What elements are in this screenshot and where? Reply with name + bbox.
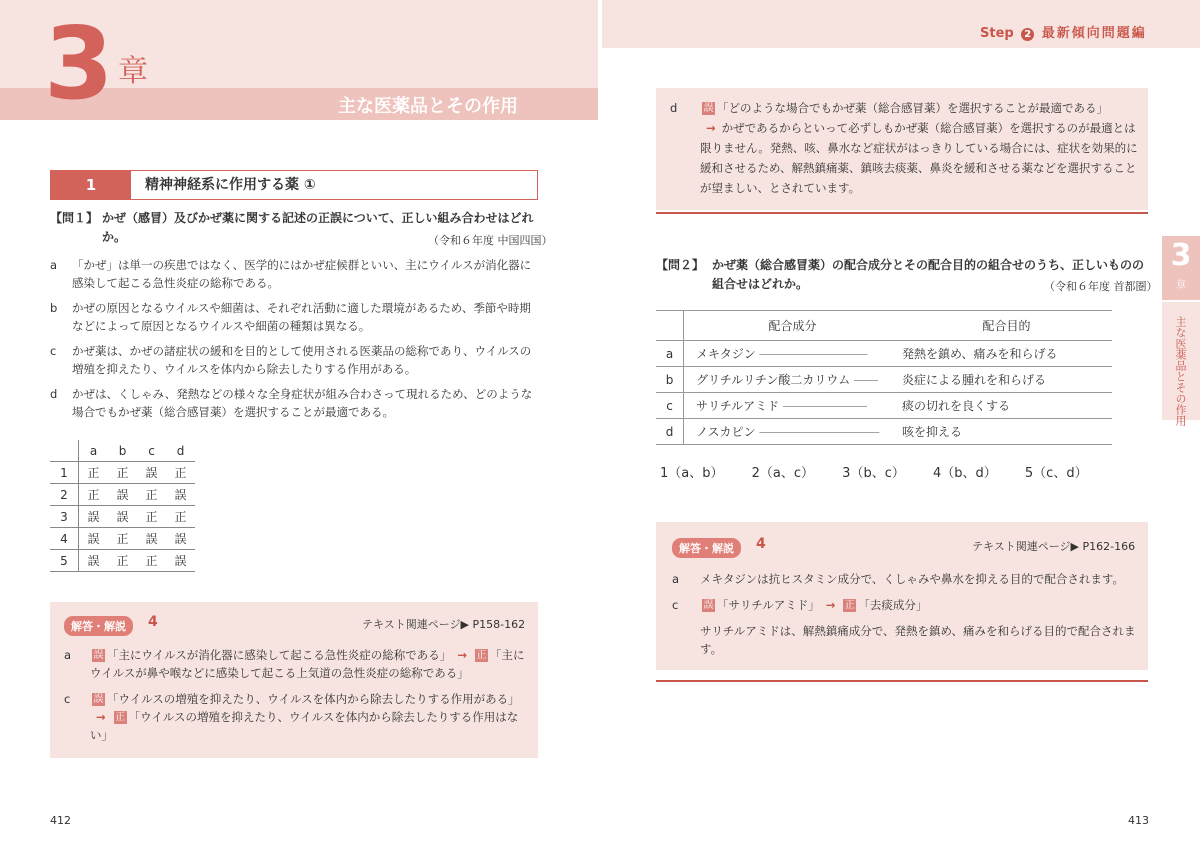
table-cell: 誤 xyxy=(137,528,166,550)
explanation-letter: a xyxy=(64,648,72,662)
reference-pages: テキスト関連ページ▶ P158-162 xyxy=(362,618,526,631)
choice-3: 3（b、c） xyxy=(842,466,905,481)
answer-label: 解答・解説 xyxy=(64,616,133,636)
choice-2: 2（a、c） xyxy=(751,466,815,481)
table-cell: 正 xyxy=(166,506,195,528)
right-text: 「ウイルスの増殖を抑えたり、ウイルスを体内から除去したりする作用はない」 xyxy=(90,710,519,742)
divider xyxy=(656,212,1148,214)
section-number: 1 xyxy=(51,171,131,199)
side-tab xyxy=(1162,236,1200,300)
statement-c xyxy=(50,342,540,378)
statement-a xyxy=(50,256,540,292)
table-cell: 正 xyxy=(137,506,166,528)
row-letter: a xyxy=(656,341,684,367)
combination-table xyxy=(656,310,1112,445)
section-title: 精神神経系に作用する薬 ① xyxy=(145,177,316,193)
table-cell: 誤 xyxy=(79,550,109,572)
table-cell: 正 xyxy=(108,550,137,572)
arrow-icon: → xyxy=(457,648,467,662)
table-cell: 誤 xyxy=(166,484,195,506)
table-row: c サリチルアミド ――――――― 痰の切れを良くする xyxy=(656,393,1112,419)
table-cell: 正 xyxy=(108,462,137,484)
row-number: 5 xyxy=(50,550,79,572)
row-letter: c xyxy=(656,393,684,419)
explanation-a xyxy=(64,646,526,682)
explanation-text: メキタジンは抗ヒスタミン成分で、くしゃみや鼻水を抑える目的で配合されます。 xyxy=(700,572,1124,586)
matrix-header: b xyxy=(118,443,127,458)
row-number: 2 xyxy=(50,484,79,506)
page-number-right: 413 xyxy=(1128,814,1149,827)
correction-text: かぜであるからといって必ずしもかぜ薬（総合感冒薬）を選択するのが最適とは限りません。発熱、咳、鼻水など症状がはっきりしている場合には、症状を効果的に緩和させるため、解熱鎮痛薬、鎮咳去痰薬、鼻炎を緩和させる薬などを選択することが望ましい、とされています。 xyxy=(700,121,1138,195)
arrow-icon: → xyxy=(706,121,716,135)
statement-letter: b xyxy=(50,301,58,315)
statement-text: かぜ薬は、かぜの諸症状の緩和を目的として使用される医薬品の総称であり、ウイルスの増殖を抑えたり、ウイルスを体内から除去したりする作用がある。 xyxy=(72,344,532,376)
continued-d xyxy=(670,98,1142,198)
table-cell: 誤 xyxy=(166,528,195,550)
answer-label: 解答・解説 xyxy=(672,538,741,558)
wrong-mark-icon: 誤 xyxy=(93,694,104,705)
table-cell: 正 xyxy=(79,484,109,506)
table-cell: 誤 xyxy=(79,528,109,550)
arrow-icon: → xyxy=(96,710,106,724)
answer-number: 4 xyxy=(756,536,766,552)
col-purpose: 配合目的 xyxy=(901,311,1112,341)
statement-text: 「かぜ」は単一の疾患ではなく、医学的にはかぜ症候群といい、主にウイルスが消化器に感染して起こる急性炎症の総称である。 xyxy=(72,258,532,290)
table-cell: 誤 xyxy=(79,506,109,528)
choices xyxy=(660,462,1088,481)
purpose: 咳を抑える xyxy=(901,419,1112,445)
section-heading xyxy=(50,170,538,200)
row-letter: d xyxy=(656,419,684,445)
row-letter: b xyxy=(656,367,684,393)
divider xyxy=(656,680,1148,682)
explanation-c xyxy=(64,690,526,744)
table-row: b グリチルリチン酸二カリウム ―― 炎症による腫れを和らげる xyxy=(656,367,1112,393)
right-mark-icon: 正 xyxy=(115,712,126,723)
table-cell: 正 xyxy=(108,528,137,550)
question-text: かぜ薬（総合感冒薬）の配合成分とその配合目的の組合せのうち、正しいものの組合せはどれか。 xyxy=(712,258,1145,291)
statement-letter: d xyxy=(50,387,58,401)
continued-box xyxy=(656,88,1148,210)
step-header xyxy=(980,22,1147,41)
table-cell: 正 xyxy=(79,462,109,484)
question-label: 【問２】 xyxy=(656,258,705,272)
table-cell: 誤 xyxy=(108,506,137,528)
wrong-text: 「どのような場合でもかぜ薬（総合感冒薬）を選択することが最適である」 xyxy=(717,101,1108,115)
side-tab-title: 主な医薬品とその作用 xyxy=(1174,316,1187,426)
purpose: 炎症による腫れを和らげる xyxy=(901,367,1112,393)
choice-1: 1（a、b） xyxy=(660,466,724,481)
chapter-number: 3 xyxy=(44,5,114,122)
wrong-mark-icon: 誤 xyxy=(93,650,104,661)
table-cell: 誤 xyxy=(137,462,166,484)
ingredient: グリチルリチン酸二カリウム xyxy=(696,373,851,387)
explanation-letter: a xyxy=(672,572,680,586)
statement-d xyxy=(50,385,540,421)
explanation-a xyxy=(672,570,1142,588)
statement-b xyxy=(50,299,540,335)
purpose: 発熱を鎮め、痛みを和らげる xyxy=(901,341,1112,367)
explanation-c xyxy=(672,596,1142,658)
right-text: 「去痰成分」 xyxy=(858,598,928,612)
row-number: 4 xyxy=(50,528,79,550)
statement-text: かぜの原因となるウイルスや細菌は、それぞれ活動に適した環境があるため、季節や時期などによって原因となるウイルスや細菌の種類は異なる。 xyxy=(72,301,531,333)
ingredient: サリチルアミド xyxy=(696,399,780,413)
answer-box-left xyxy=(50,602,538,758)
wrong-mark-icon: 誤 xyxy=(703,600,714,611)
choice-4: 4（b、d） xyxy=(932,466,997,481)
page-number-left: 412 xyxy=(50,814,71,827)
table-row xyxy=(50,484,195,506)
statement-text: かぜは、くしゃみ、発熱などの様々な全身症状が組み合わさって現れるため、どのような場合でもかぜ薬（総合感冒薬）を選択することが最適である。 xyxy=(72,387,533,419)
answer-number: 4 xyxy=(148,614,158,630)
explanation-letter: c xyxy=(64,692,71,706)
table-row xyxy=(50,506,195,528)
statement-letter: c xyxy=(50,344,57,358)
table-cell: 正 xyxy=(137,550,166,572)
ingredient: ノスカピン xyxy=(696,425,756,439)
matrix-header: d xyxy=(176,443,185,458)
matrix-header: a xyxy=(89,443,98,458)
chapter-title: 主な医薬品とその作用 xyxy=(338,96,518,117)
step-number-badge: 2 xyxy=(1021,28,1034,41)
wrong-text: 「サリチルアミド」 xyxy=(717,598,820,612)
step-label: Step xyxy=(980,26,1014,41)
right-text: 「主にウイルスが鼻や喉などに感染して起こる上気道の急性炎症の総称である」 xyxy=(90,648,525,680)
right-mark-icon: 正 xyxy=(844,600,855,611)
answer-box-right xyxy=(656,522,1148,670)
side-tab-number: 3 xyxy=(1170,238,1192,273)
table-cell: 誤 xyxy=(108,484,137,506)
row-number: 1 xyxy=(50,462,79,484)
question-text: かぜ（感冒）及びかぜ薬に関する記述の正誤について、正しい組み合わせはどれか。 xyxy=(102,211,534,244)
reference-pages: テキスト関連ページ▶ P162-166 xyxy=(972,540,1136,553)
table-row xyxy=(50,462,195,484)
step-title: 最新傾向問題編 xyxy=(1041,26,1147,41)
statement-letter: a xyxy=(50,258,58,272)
row-number: 3 xyxy=(50,506,79,528)
wrong-text: 「ウイルスの増殖を抑えたり、ウイルスを体内から除去したりする作用がある」 xyxy=(107,692,520,706)
right-mark-icon: 正 xyxy=(476,650,487,661)
table-row: a メキタジン ――――――――― 発熱を鎮め、痛みを和らげる xyxy=(656,341,1112,367)
matrix-header: c xyxy=(148,443,155,458)
explanation-letter: d xyxy=(670,101,678,115)
table-row xyxy=(50,528,195,550)
table-row xyxy=(50,550,195,572)
answer-matrix xyxy=(50,440,195,572)
wrong-mark-icon: 誤 xyxy=(703,103,714,114)
chapter-label: 章 xyxy=(118,54,148,89)
choice-5: 5（c、d） xyxy=(1024,466,1088,481)
table-cell: 正 xyxy=(166,462,195,484)
purpose: 痰の切れを良くする xyxy=(901,393,1112,419)
question-source: （令和６年度 中国四国） xyxy=(428,234,553,247)
table-cell: 誤 xyxy=(166,550,195,572)
side-tab-chapter: 章 xyxy=(1176,280,1186,291)
question-source: （令和６年度 首都圏） xyxy=(1044,280,1158,293)
explanation-letter: c xyxy=(672,598,679,612)
wrong-text: 「主にウイルスが消化器に感染して起こる急性炎症の総称である」 xyxy=(107,648,452,662)
table-cell: 正 xyxy=(137,484,166,506)
ingredient: メキタジン xyxy=(696,347,756,361)
table-row: d ノスカピン ―――――――――― 咳を抑える xyxy=(656,419,1112,445)
question-label: 【問１】 xyxy=(50,211,99,225)
arrow-icon: → xyxy=(825,598,836,612)
explanation-note: サリチルアミドは、解熱鎮痛成分で、発熱を鎮め、痛みを和らげる目的で配合されます。 xyxy=(700,624,1136,656)
col-ingredient: 配合成分 xyxy=(684,311,902,341)
